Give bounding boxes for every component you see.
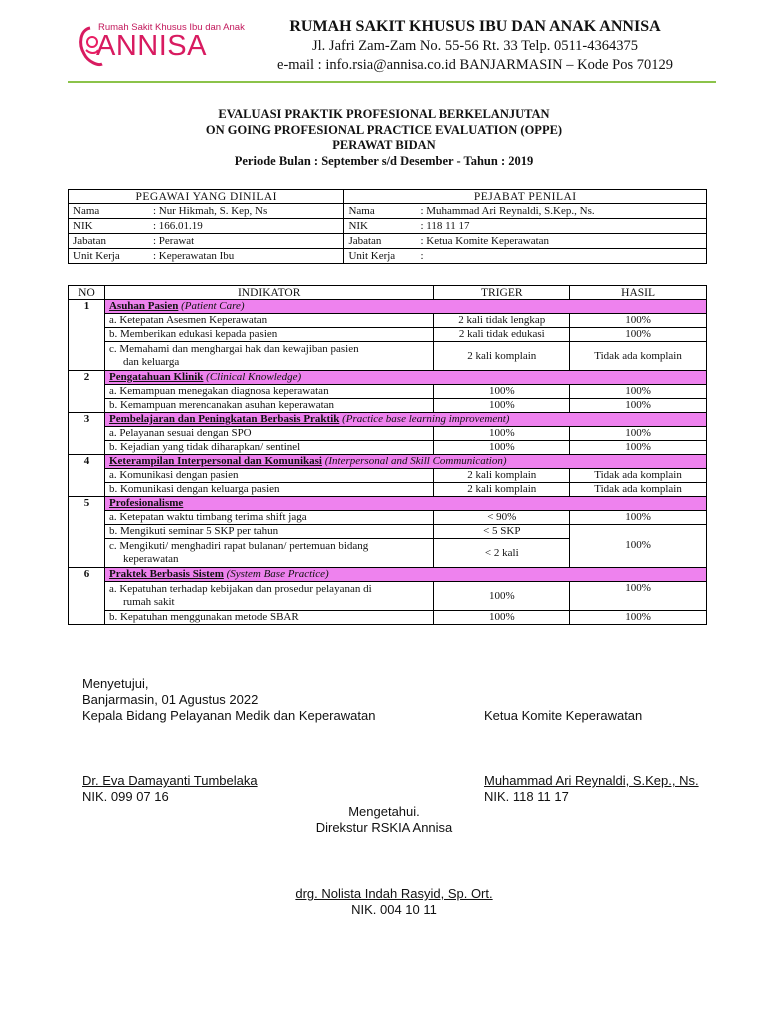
indicator-row	[69, 342, 707, 371]
info-row	[69, 249, 707, 264]
indicator-triger: 2 kali tidak edukasi	[434, 328, 570, 342]
logo-subtitle: Rumah Sakit Khusus Ibu dan Anak	[98, 22, 245, 33]
col-triger-header: TRIGER	[434, 286, 570, 300]
section-title-en: (Interpersonal and Skill Communication)	[324, 455, 507, 467]
section-title-en: (Clinical Knowledge)	[206, 371, 302, 383]
title-line-2: ON GOING PROFESIONAL PRACTICE EVALUATION (OPPE)	[205, 122, 563, 137]
section-title	[104, 300, 706, 314]
section-title-text: Pengatahuan Klinik	[108, 371, 204, 383]
section-title	[104, 497, 706, 511]
section-title-en: (Patient Care)	[181, 300, 245, 312]
indicator-label-line-1: a. Kepatuhan terhadap kebijakan dan prosedur pelayanan di	[108, 583, 372, 595]
employee-info-table	[68, 189, 707, 264]
info-key: Unit Kerja	[69, 249, 150, 264]
indicator-label-line-2: rumah sakit	[122, 596, 175, 608]
right-signer-role: Ketua Komite Keperawatan	[484, 708, 643, 723]
indicator-label	[104, 539, 433, 568]
indicator-triger: 100%	[434, 611, 570, 625]
right-signer-name: Muhammad Ari Reynaldi, S.Kep., Ns.	[484, 773, 699, 788]
indicator-row	[69, 483, 707, 497]
indicator-row	[69, 441, 707, 455]
period-line: Periode Bulan : September s/d Desember - Tahun : 2019	[234, 153, 534, 168]
indicator-triger: < 5 SKP	[434, 525, 570, 539]
evaluator-header: PEJABAT PENILAI	[344, 190, 707, 204]
indicator-label: b. Kepatuhan menggunakan metode SBAR	[104, 611, 433, 625]
indicator-row	[69, 328, 707, 342]
info-row	[69, 234, 707, 249]
info-row	[69, 204, 707, 219]
section-number: 3	[69, 413, 105, 455]
indicator-triger: 100%	[434, 427, 570, 441]
indicator-row	[69, 399, 707, 413]
indicator-label: a. Ketepatan waktu timbang terima shift jaga	[104, 511, 433, 525]
hospital-address: Jl. Jafri Zam-Zam No. 55-56 Rt. 33 Telp. 0511-4364375	[312, 38, 638, 54]
indicator-row	[69, 469, 707, 483]
indicator-hasil: 100%	[570, 385, 707, 399]
indicator-label-line-2: keperawatan	[122, 553, 179, 565]
indicator-row	[69, 427, 707, 441]
indicator-label: b. Mengikuti seminar 5 SKP per tahun	[104, 525, 433, 539]
section-number: 2	[69, 371, 105, 413]
section-title-en: (System Base Practice)	[226, 568, 329, 580]
col-indikator-header: INDIKATOR	[104, 286, 433, 300]
indicator-hasil: 100%	[570, 539, 707, 568]
info-value: : Keperawatan Ibu	[149, 249, 344, 264]
section-row	[69, 413, 707, 427]
place-date: Banjarmasin, 01 Agustus 2022	[82, 692, 259, 707]
section-number: 6	[69, 568, 105, 625]
indicator-row	[69, 525, 707, 539]
info-value: : 118 11 17	[416, 219, 706, 234]
indicator-hasil: 100%	[570, 427, 707, 441]
indicator-triger: < 90%	[434, 511, 570, 525]
indicator-hasil: 100%	[570, 511, 707, 525]
indicator-hasil: 100%	[570, 328, 707, 342]
left-signer-name: Dr. Eva Damayanti Tumbelaka	[82, 773, 258, 788]
indicator-table	[68, 285, 707, 625]
info-key: Jabatan	[69, 234, 150, 249]
indicator-triger: 2 kali komplain	[434, 483, 570, 497]
section-title	[104, 371, 706, 385]
indicator-row	[69, 611, 707, 625]
letterhead-divider	[68, 81, 716, 83]
info-key: Jabatan	[344, 234, 417, 249]
indicator-triger: 100%	[434, 582, 570, 611]
section-number: 1	[69, 300, 105, 371]
info-value: : Ketua Komite Keperawatan	[416, 234, 706, 249]
indicator-label: b. Kejadian yang tidak diharapkan/ sentinel	[104, 441, 433, 455]
indicator-triger: < 2 kali	[434, 539, 570, 568]
indicator-triger: 100%	[434, 385, 570, 399]
section-title-text: Asuhan Pasien	[108, 300, 179, 312]
title-line-1: EVALUASI PRAKTIK PROFESIONAL BERKELANJUTAN	[218, 107, 550, 121]
logo-wordmark: ANNISA	[96, 30, 207, 62]
section-row	[69, 497, 707, 511]
indicator-row	[69, 314, 707, 328]
indicator-label: b. Memberikan edukasi kepada pasien	[104, 328, 433, 342]
indicator-hasil: 100%	[570, 582, 707, 611]
info-key: NIK	[344, 219, 417, 234]
right-signer-nik: NIK. 118 11 17	[484, 789, 569, 804]
indicator-hasil: 100%	[570, 314, 707, 328]
section-number: 5	[69, 497, 105, 568]
indicator-row	[69, 582, 707, 611]
hospital-name: RUMAH SAKIT KHUSUS IBU DAN ANAK ANNISA	[289, 18, 661, 35]
col-hasil-header: HASIL	[570, 286, 707, 300]
left-signer-role: Kepala Bidang Pelayanan Medik dan Keperawatan	[82, 708, 376, 723]
indicator-label-line-1: c. Memahami dan menghargai hak dan kewajiban pasien	[108, 343, 359, 355]
indicator-hasil: Tidak ada komplain	[570, 342, 707, 371]
info-value: : Perawat	[149, 234, 344, 249]
indicator-row	[69, 385, 707, 399]
hospital-email: e-mail : info.rsia@annisa.co.id BANJARMASIN – Kode Pos 70129	[277, 57, 673, 73]
info-value: : 166.01.19	[149, 219, 344, 234]
director-name	[0, 886, 768, 901]
section-number: 4	[69, 455, 105, 497]
indicator-label: a. Komunikasi dengan pasien	[104, 469, 433, 483]
section-row	[69, 568, 707, 582]
indicator-triger: 2 kali tidak lengkap	[434, 314, 570, 328]
indicator-label: a. Ketepatan Asesmen Keperawatan	[104, 314, 433, 328]
indicator-hasil: 100%	[570, 399, 707, 413]
indicator-hasil: Tidak ada komplain	[570, 483, 707, 497]
acknowledge-label: Mengetahui.	[348, 804, 420, 819]
info-value: : Muhammad Ari Reynaldi, S.Kep., Ns.	[416, 204, 706, 219]
section-title-text: Keterampilan Interpersonal dan Komunikasi	[108, 455, 322, 467]
indicator-label: b. Komunikasi dengan keluarga pasien	[104, 483, 433, 497]
indicator-label: b. Kemampuan merencanakan asuhan keperawatan	[104, 399, 433, 413]
section-row	[69, 455, 707, 469]
indicator-label-line-1: c. Mengikuti/ menghadiri rapat bulanan/ pertemuan bidang	[108, 540, 369, 552]
section-title-text: Praktek Berbasis Sistem	[108, 568, 224, 580]
info-key: NIK	[69, 219, 150, 234]
indicator-hasil	[570, 525, 707, 539]
indicator-label: a. Kemampuan menegakan diagnosa keperawatan	[104, 385, 433, 399]
letterhead	[0, 0, 768, 92]
section-row	[69, 371, 707, 385]
hospital-logo	[76, 20, 245, 70]
info-key: Unit Kerja	[344, 249, 417, 264]
document-title	[0, 107, 768, 169]
info-key: Nama	[344, 204, 417, 219]
indicator-hasil: 100%	[570, 441, 707, 455]
left-signer-nik: NIK. 099 07 16	[82, 789, 169, 804]
section-title	[104, 568, 706, 582]
title-line-3: PERAWAT BIDAN	[332, 138, 436, 152]
indicator-label: a. Pelayanan sesuai dengan SPO	[104, 427, 433, 441]
col-no-header: NO	[69, 286, 105, 300]
indicator-triger: 2 kali komplain	[434, 469, 570, 483]
info-value: :	[416, 249, 706, 264]
section-title	[104, 455, 706, 469]
director-role: Direkstur RSKIA Annisa	[315, 820, 453, 835]
indicator-triger: 100%	[434, 399, 570, 413]
indicator-label	[104, 342, 433, 371]
section-title-en: (Practice base learning improvement)	[342, 413, 510, 425]
indicator-row	[69, 511, 707, 525]
evaluated-employee-header: PEGAWAI YANG DINILAI	[69, 190, 344, 204]
section-title-text: Pembelajaran dan Peningkatan Berbasis Praktik	[108, 413, 340, 425]
info-key: Nama	[69, 204, 150, 219]
section-row	[69, 300, 707, 314]
director-nik: NIK. 004 10 11	[351, 902, 437, 917]
indicator-hasil: Tidak ada komplain	[570, 469, 707, 483]
director-name-text: drg. Nolista Indah Rasyid, Sp. Ort.	[295, 886, 493, 901]
section-title	[104, 413, 706, 427]
info-value: : Nur Hikmah, S. Kep, Ns	[149, 204, 344, 219]
info-row	[69, 219, 707, 234]
indicator-hasil: 100%	[570, 611, 707, 625]
indicator-row	[69, 539, 707, 568]
indicator-label	[104, 582, 433, 611]
indicator-label-line-2: dan keluarga	[122, 356, 180, 368]
indicator-triger: 100%	[434, 441, 570, 455]
section-title-text: Profesionalisme	[108, 497, 184, 509]
approval-label: Menyetujui,	[82, 676, 149, 691]
indicator-triger: 2 kali komplain	[434, 342, 570, 371]
